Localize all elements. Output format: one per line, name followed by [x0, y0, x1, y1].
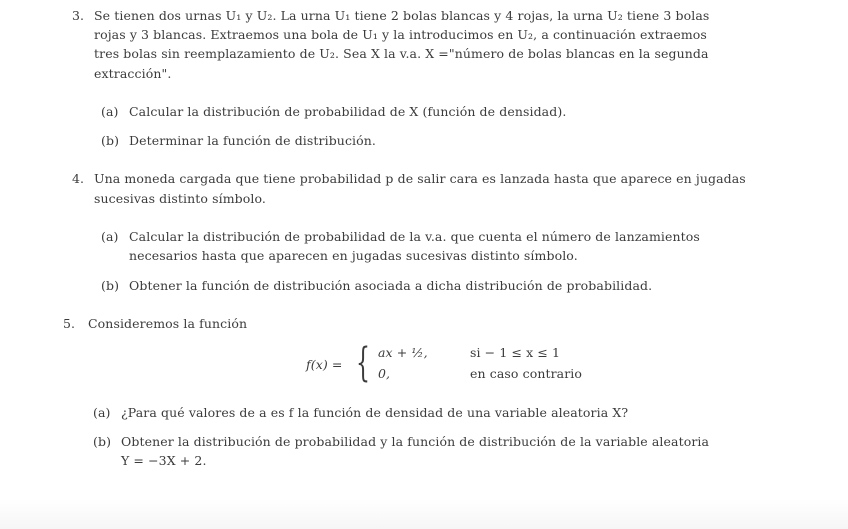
page-bottom-fade [0, 499, 848, 529]
piecewise-formula [306, 340, 626, 386]
item-label: (b) [101, 133, 120, 148]
item-text: Calcular la distribución de probabilidad de X (función de densidad). [129, 104, 567, 119]
problem-text-line: Una moneda cargada que tiene probabilidad p de salir cara es lanzada hasta que aparece en jugadas [94, 171, 746, 186]
problem-text-line: extracción". [94, 66, 172, 81]
formula-case-condition: si − 1 ≤ x ≤ 1 [470, 345, 561, 360]
item-text: Determinar la función de distribución. [129, 133, 377, 148]
item-text: Obtener la función de distribución asociada a dicha distribución de probabilidad. [129, 278, 653, 293]
problem-number: 5. [63, 316, 76, 331]
item-label: (a) [101, 104, 119, 119]
item-label: (a) [93, 405, 111, 420]
formula-case-expression: 0, [378, 366, 391, 381]
problem-text-line: tres bolas sin reemplazamiento de U₂. Sea X la v.a. X ="número de bolas blancas en la segunda [94, 46, 709, 61]
item-text: ¿Para qué valores de a es f la función de densidad de una variable aleatoria X? [121, 405, 629, 420]
formula-case-condition: en caso contrario [470, 366, 583, 381]
problem-text-line: Consideremos la función [88, 316, 248, 331]
item-text: Calcular la distribución de probabilidad de la v.a. que cuenta el número de lanzamientos [129, 229, 700, 244]
item-text: Obtener la distribución de probabilidad y la función de distribución de la variable aleatoria [121, 434, 710, 449]
problem-number: 3. [72, 8, 85, 23]
item-label: (b) [93, 434, 112, 449]
item-text: Y = −3X + 2. [121, 453, 207, 468]
formula-brace: { [356, 340, 371, 386]
problem-text-line: rojas y 3 blancas. Extraemos una bola de U₁ y la introducimos en U₂, a continuación extraemos [94, 27, 707, 42]
item-text: necesarios hasta que aparecen en jugadas sucesivas distinto símbolo. [129, 248, 578, 263]
item-label: (a) [101, 229, 119, 244]
formula-case-expression: ax + ½, [378, 345, 428, 360]
problem-text-line: Se tienen dos urnas U₁ y U₂. La urna U₁ tiene 2 bolas blancas y 4 rojas, la urna U₂ tiene 3 bolas [94, 8, 710, 23]
problem-number: 4. [72, 171, 85, 186]
problem-text-line: sucesivas distinto símbolo. [94, 191, 266, 206]
formula-lhs: f(x) = [306, 357, 343, 372]
item-label: (b) [101, 278, 120, 293]
